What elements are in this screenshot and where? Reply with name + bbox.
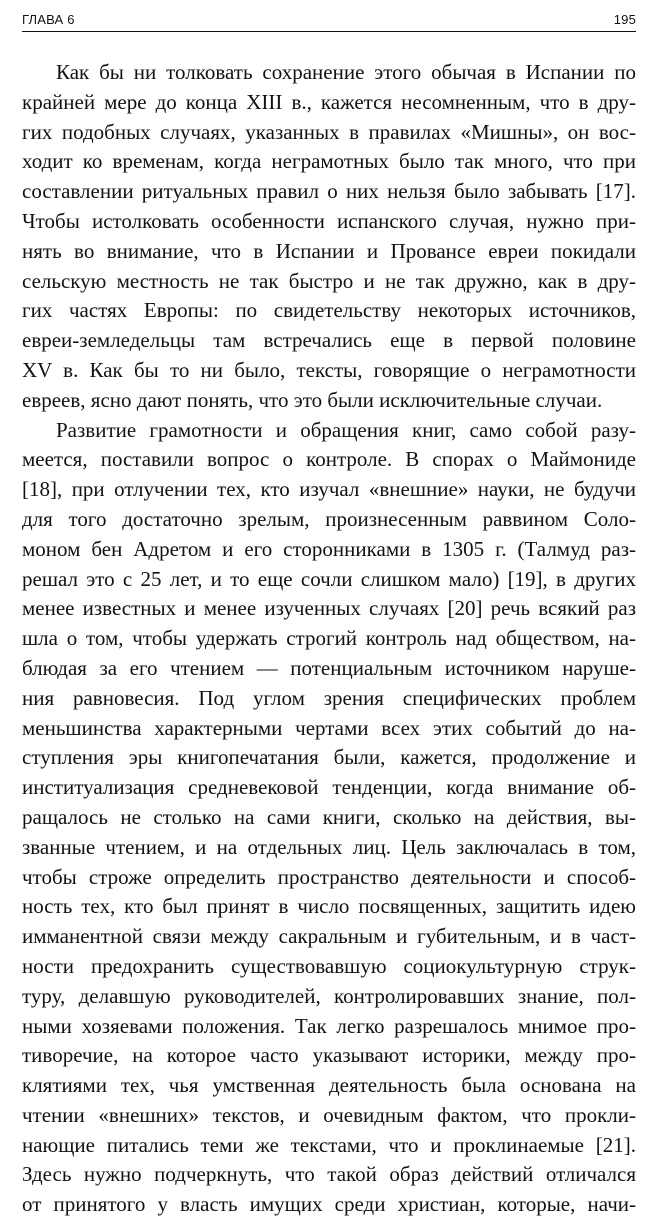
running-head [22,10,636,30]
body-text [22,58,636,1220]
text-line: шла о том, чтобы удержать строгий контроль над обществом, на- [22,626,636,651]
text-line: Как бы ни толковать сохранение этого обычая в Испании по [56,60,636,84]
text-line: крайней мере до конца XIII в., кажется несомненным, что в дру- [22,89,636,114]
text-line: блюдая за его чтением — потенциальным источником наруше- [22,655,636,680]
text-line: евреи-земледельцы там встречались еще в первой половине [22,328,636,353]
text-line: гих подобных случаях, указанных в правилах «Мишны», он вос- [22,119,636,144]
chapter-heading: ГЛАВА 6 [22,12,75,27]
text-line: клятиями тех, чья умственная деятельность была основана на [22,1073,636,1098]
text-line: Чтобы истолковать особенности испанского случая, нужно при- [22,208,636,233]
text-line: составлении ритуальных правил о них нельзя было забывать [17]. [22,179,636,204]
text-line: ходит ко временам, когда неграмотных было так много, что при [22,149,636,174]
text-line: XV в. Как бы то ни было, тексты, говорящие о неграмотности [22,357,636,382]
text-line: туру, делавшую руководителей, контролировавших знание, пол- [22,983,636,1008]
text-line: сельскую местность не так быстро и не так дружно, как в дру- [22,268,636,293]
text-line: моном бен Адретом и его сторонниками в 1305 г. (Талмуд раз- [22,536,636,561]
page-number: 195 [613,12,636,27]
text-line: нять во внимание, что в Испании и Провансе евреи покидали [22,238,636,263]
text-line: имманентной связи между сакральным и губительным, и в част- [22,924,636,949]
text-line: гих частях Европы: по свидетельству некоторых источников, [22,298,636,323]
text-line: ными хозяевами положения. Так легко разрешалось мнимое про- [22,1013,636,1038]
header-rule [22,31,636,32]
text-line: евреев, ясно дают понять, что это были исключительные случаи. [22,387,603,412]
text-line: меется, поставили вопрос о контроле. В спорах о Маймониде [22,447,636,472]
text-line: ния равновесия. Под углом зрения специфических проблем [22,685,636,710]
text-line: нающие питались теми же текстами, что и проклинаемые [21]. [22,1132,636,1157]
text-line: от принятого у власть имущих среди христиан, которые, начи- [22,1192,636,1217]
text-line: менее известных и менее изученных случаях [20] речь всякий раз [22,596,636,621]
text-line: для того достаточно зрелым, произнесенным раввином Соло- [22,506,636,531]
text-line: ращалось не столько на сами книги, сколько на действия, вы- [22,804,636,829]
text-line: меньшинства характерными чертами всех этих событий до на- [22,715,636,740]
text-line: чтении «внешних» текстов, и очевидным фактом, что прокли- [22,1102,636,1127]
text-line: ность тех, кто был принят в число посвященных, защитить идею [22,894,636,919]
text-line: чтобы строже определить пространство деятельности и способ- [22,864,636,889]
text-line: Развитие грамотности и обращения книг, само собой разу- [56,417,636,442]
text-line: тиворечие, на которое часто указывают историки, между про- [22,1043,636,1068]
text-line: решал это с 25 лет, и то еще сочли слишком мало) [19], в других [22,566,636,591]
text-line: ности предохранить существовавшую социокультурную струк- [22,953,636,978]
text-line: институализация средневековой тенденции, когда внимание об- [22,775,636,800]
text-line: [18], при отлучении тех, кто изучал «внешние» науки, не будучи [22,477,636,502]
text-line: ступления эры книгопечатания были, кажется, продолжение и [22,745,636,770]
text-line: званные чтением, и на отдельных лиц. Цель заключалась в том, [22,834,636,859]
text-line: Здесь нужно подчеркнуть, что такой образ действий отличался [22,1162,636,1187]
